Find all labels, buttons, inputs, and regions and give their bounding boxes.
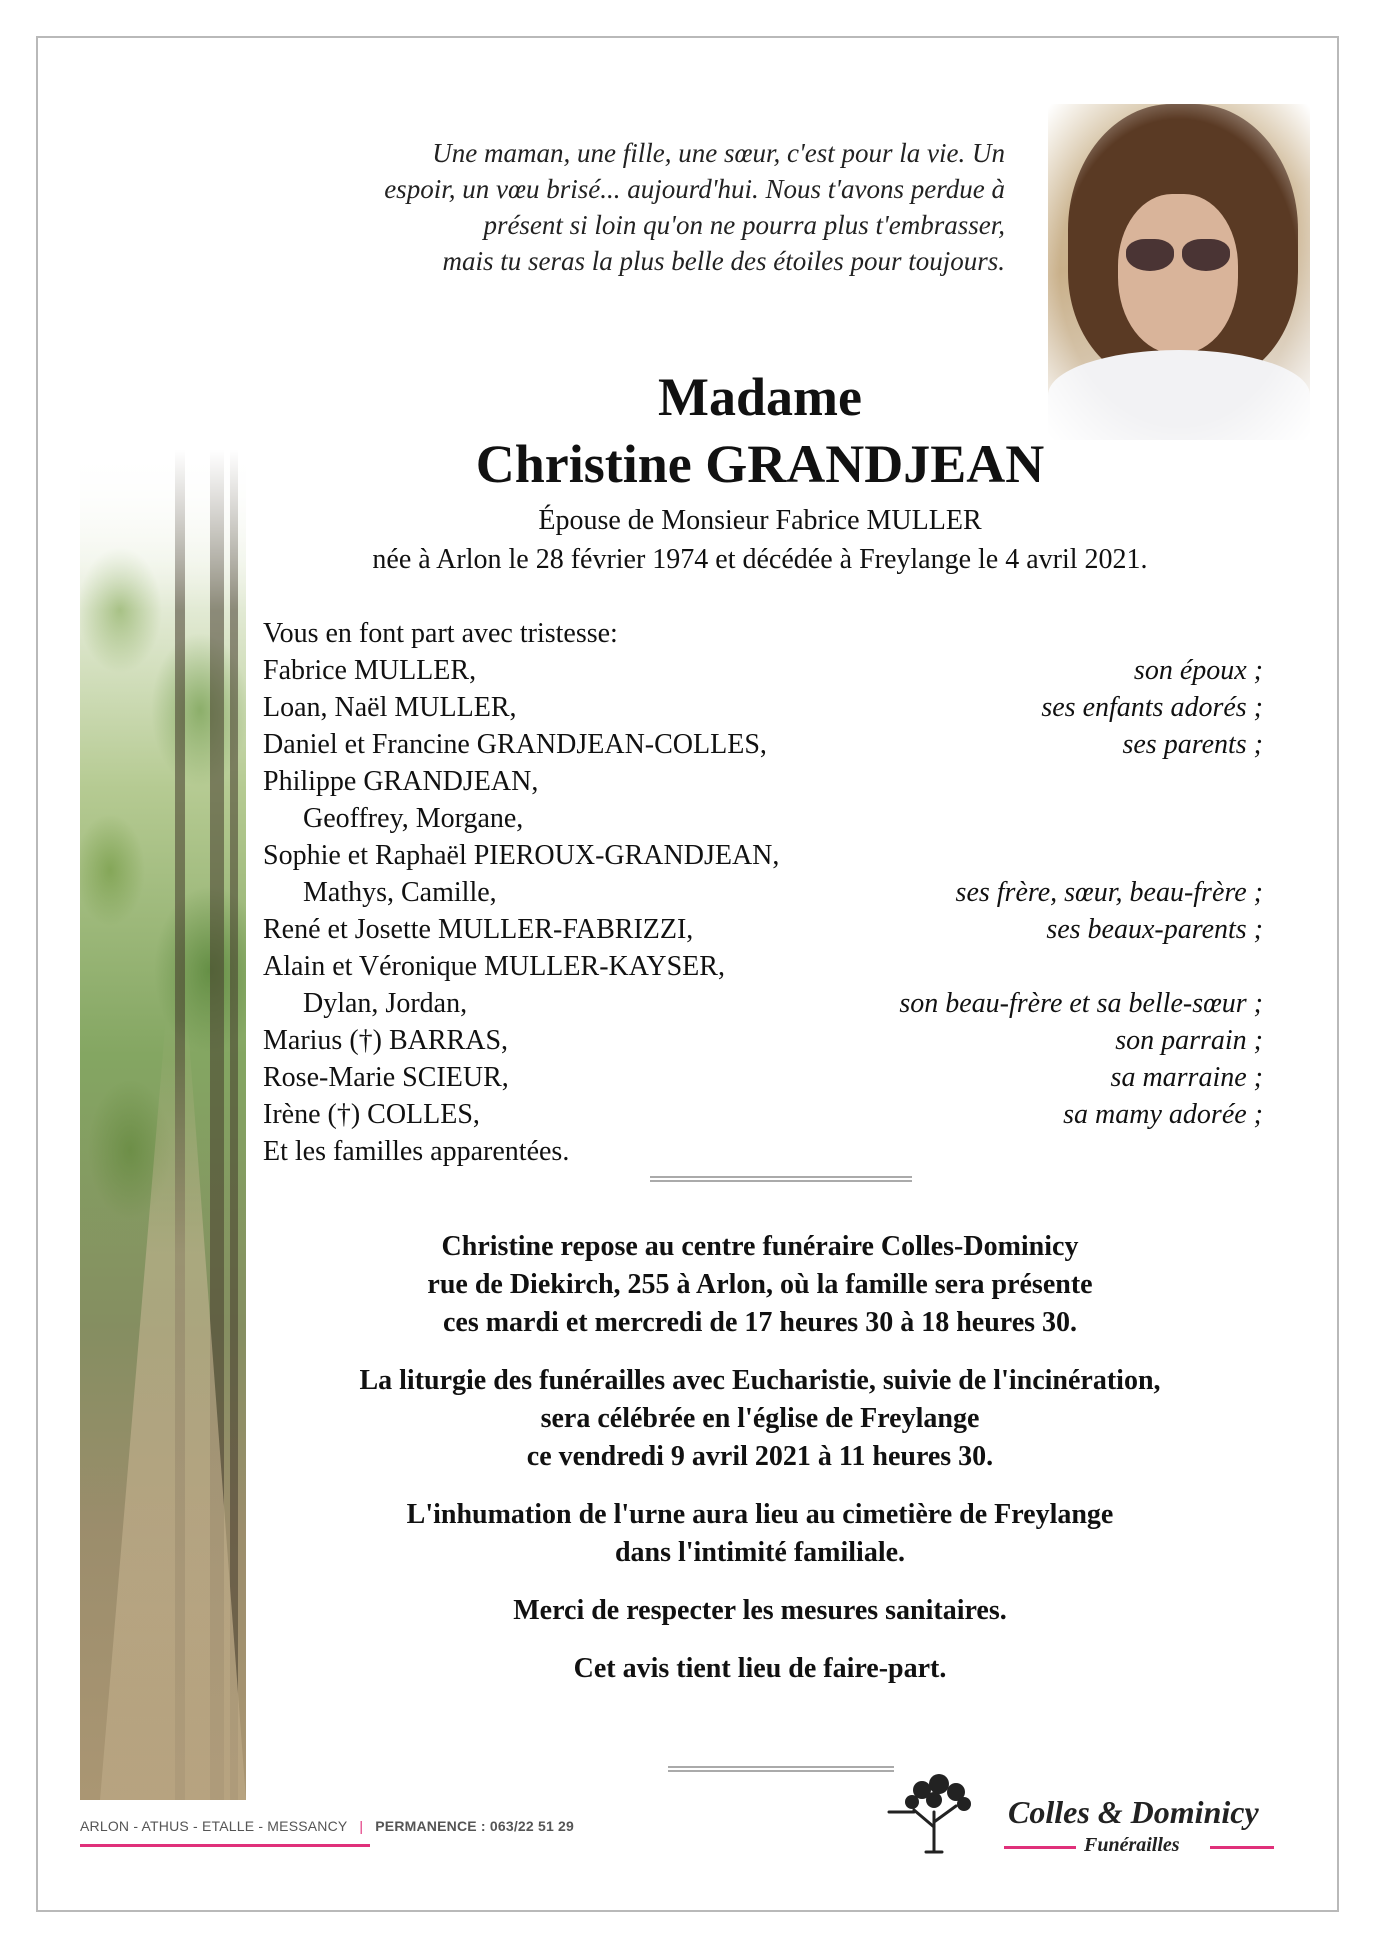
- family-row: Mathys, Camille, ses frère, sœur, beau-frère ;: [303, 877, 1263, 908]
- brand-subtitle: Funérailles: [1084, 1834, 1180, 1856]
- quote-line: présent si loin qu'on ne pourra plus t'embrasser,: [483, 210, 1005, 240]
- family-row: Loan, Naël MULLER, ses enfants adorés ;: [263, 692, 1263, 723]
- footer-separator: |: [359, 1818, 364, 1834]
- family-row: Irène (†) COLLES, sa mamy adorée ;: [263, 1099, 1263, 1130]
- honorific: Madame: [658, 367, 862, 427]
- divider: [650, 1176, 912, 1182]
- family-intro: Vous en font part avec tristesse:: [263, 618, 618, 649]
- family-row: Marius (†) BARRAS, son parrain ;: [263, 1025, 1263, 1056]
- birth-death-dates: née à Arlon le 28 février 1974 et décédée à Freylange le 4 avril 2021.: [372, 544, 1148, 575]
- brand-name: Colles & Dominicy: [1008, 1794, 1259, 1830]
- visitation-info: Christine repose au centre funéraire Colles-Dominicy rue de Diekirch, 255 à Arlon, où la famille sera présente ces mardi et mercredi de 17 heures 30 à 18 heures 30. La liturgie des funérailles avec Eucharistie, suivie de l'incinération, sera célébrée en l'église de Freylange ce vendredi 9 avril 2021 à 11 heures 30. L'inhumation de l'urne aura lieu au cimetière de Freylange dans l'intimité familiale. Merci de respecter les mesures sanitaires. Cet avis tient lieu de faire-part.: [359, 1231, 1161, 1684]
- family-row: Daniel et Francine GRANDJEAN-COLLES, ses parents ;: [263, 729, 1263, 760]
- deceased-name: Christine GRANDJEAN: [475, 434, 1045, 494]
- family-row: Sophie et Raphaël PIEROUX-GRANDJEAN,: [263, 840, 780, 871]
- family-row: Alain et Véronique MULLER-KAYSER,: [263, 951, 725, 982]
- quote-line: espoir, un vœu brisé... aujourd'hui. Nous t'avons perdue à: [384, 174, 1005, 204]
- family-row: Philippe GRANDJEAN,: [263, 766, 539, 797]
- family-row: René et Josette MULLER-FABRIZZI, ses beaux-parents ;: [263, 914, 1263, 945]
- family-row: Fabrice MULLER, son époux ;: [263, 655, 1263, 686]
- spouse-line: Épouse de Monsieur Fabrice MULLER: [538, 505, 982, 536]
- forest-path-image: [80, 450, 246, 1800]
- footer-contact: [80, 1818, 574, 1834]
- quote-line: mais tu seras la plus belle des étoiles pour toujours.: [442, 246, 1005, 276]
- brand-accent-line: [1004, 1846, 1076, 1849]
- tree-logo-icon: [884, 1772, 984, 1856]
- divider: [668, 1766, 894, 1772]
- footer-permanence: PERMANENCE : 063/22 51 29: [375, 1818, 575, 1834]
- memorial-quote: [170, 135, 1005, 279]
- footer-locations: ARLON - ATHUS - ETALLE - MESSANCY: [80, 1818, 348, 1834]
- quote-line: Une maman, une fille, une sœur, c'est pour la vie. Un: [432, 138, 1005, 168]
- footer-accent-line: [80, 1844, 370, 1847]
- family-list: [263, 615, 1263, 1170]
- family-row: Geoffrey, Morgane,: [303, 803, 524, 834]
- family-row: Et les familles apparentées.: [263, 1136, 570, 1167]
- family-row: Dylan, Jordan, son beau-frère et sa belle-sœur ;: [303, 988, 1263, 1019]
- family-row: Rose-Marie SCIEUR, sa marraine ;: [263, 1062, 1263, 1093]
- brand-accent-line: [1210, 1846, 1274, 1849]
